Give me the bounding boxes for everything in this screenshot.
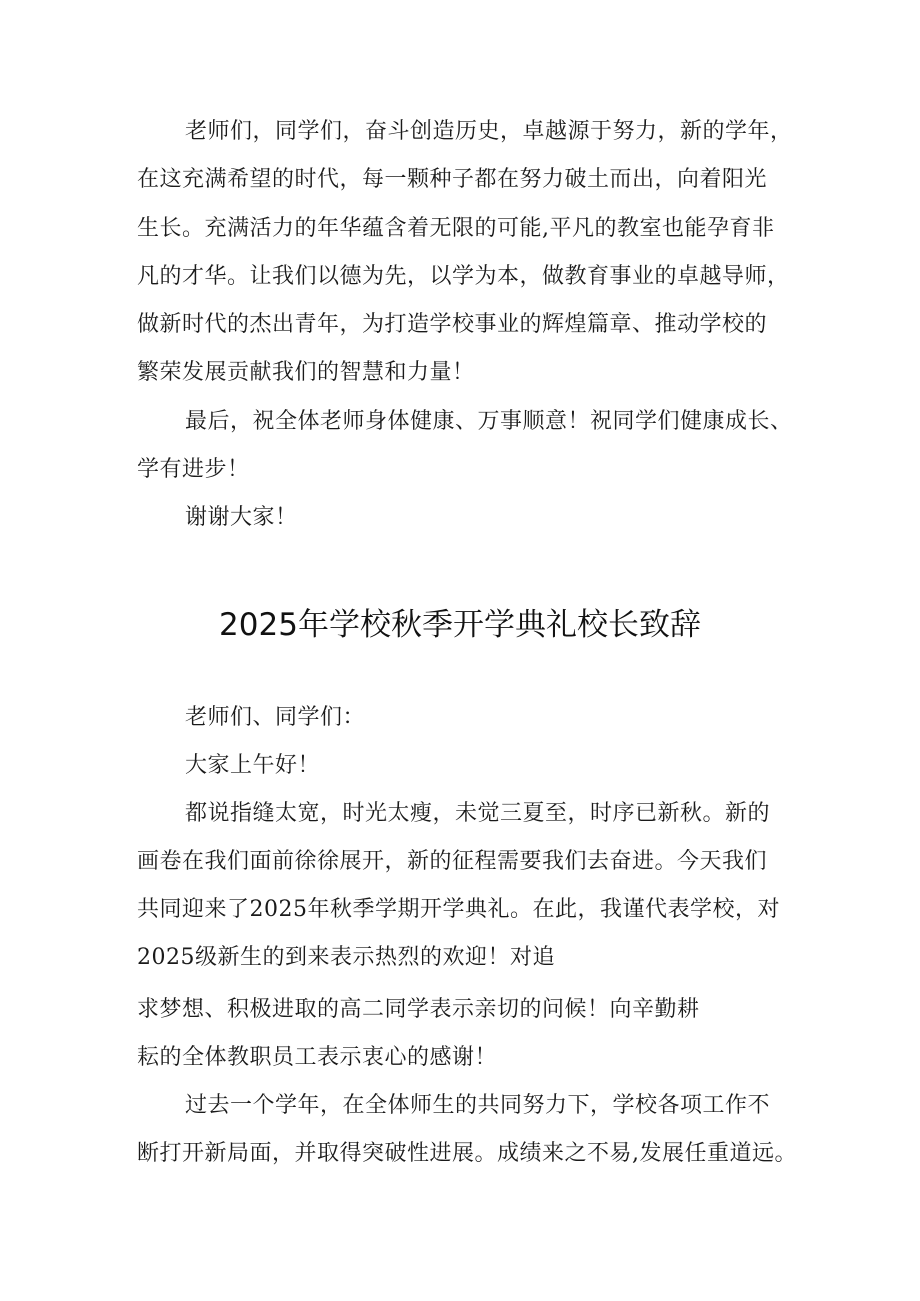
block2-line-3: 都说指缝太宽，时光太瘦，未觉三夏至，时序已新秋。新的 <box>185 801 771 826</box>
block1-line-7: 最后，祝全体老师身体健康、万事顺意！祝同学们健康成长、 <box>185 409 793 434</box>
block1-line-3: 生长。充满活力的年华蕴含着无限的可能,平凡的教室也能孕育非 <box>137 216 775 241</box>
block2-line-8: 耘的全体教职员工表示衷心的感谢！ <box>137 1045 498 1070</box>
block1-line-8: 学有进步！ <box>137 457 250 482</box>
block2-line-1: 老师们、同学们： <box>185 705 366 730</box>
block2-line-7: 求梦想、积极进取的高二同学表示亲切的问候！向辛勤耕 <box>137 997 700 1022</box>
block2-line-10: 断打开新局面，并取得突破性进展。成绩来之不易,发展任重道远。 <box>137 1141 797 1166</box>
block2-line-4: 画卷在我们面前徐徐展开，新的征程需要我们去奋进。今天我们 <box>137 849 768 874</box>
block1-line-6: 繁荣发展贡献我们的智慧和力量！ <box>137 360 475 385</box>
block1-line-1: 老师们，同学们，奋斗创造历史，卓越源于努力，新的学年， <box>185 119 793 144</box>
block1-line-2: 在这充满希望的时代，每一颗种子都在努力破土而出，向着阳光 <box>137 167 768 192</box>
block2-line-5: 共同迎来了2025年秋季学期开学典礼。在此，我谨代表学校，对 <box>137 897 780 922</box>
block1-line-4: 凡的才华。让我们以德为先，以学为本，做教育事业的卓越导师， <box>137 264 790 289</box>
document-title: 2025年学校秋季开学典礼校长致辞 <box>219 607 701 643</box>
block2-line-6: 2025级新生的到来表示热烈的欢迎！对追 <box>137 945 555 970</box>
block2-line-9: 过去一个学年，在全体师生的共同努力下，学校各项工作不 <box>185 1093 771 1118</box>
block1-line-5: 做新时代的杰出青年，为打造学校事业的辉煌篇章、推动学校的 <box>137 312 768 337</box>
block1-line-9: 谢谢大家！ <box>185 505 298 530</box>
block2-line-2: 大家上午好！ <box>185 753 321 778</box>
